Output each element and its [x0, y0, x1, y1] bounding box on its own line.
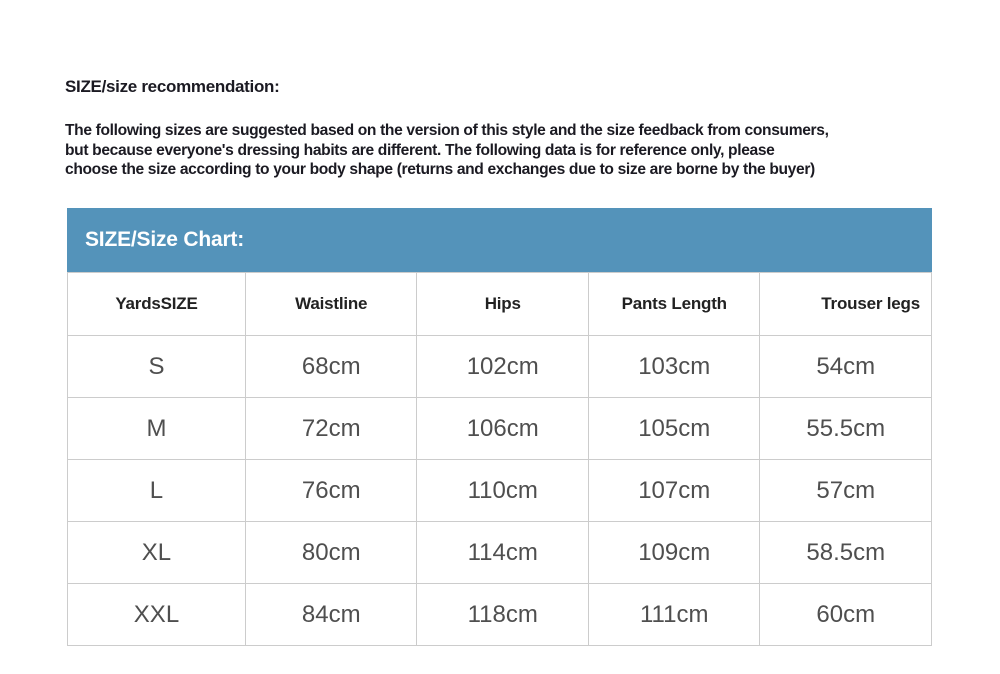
table-row-l: [68, 460, 932, 522]
trouser-legs-cell: 58.5cm: [760, 522, 932, 584]
size-chart-header-bar: [67, 208, 932, 272]
waistline-cell: 84cm: [245, 584, 417, 646]
hips-cell: 114cm: [417, 522, 589, 584]
table-row-xl: [68, 522, 932, 584]
column-header-trouser-legs: Trouser legs: [760, 273, 932, 336]
hips-cell: 106cm: [417, 398, 589, 460]
pants-length-cell: 109cm: [588, 522, 760, 584]
waistline-cell: 68cm: [245, 336, 417, 398]
hips-cell: 110cm: [417, 460, 589, 522]
recommendation-line-2: but because everyone's dressing habits are different. The following data is for reference only, please: [65, 141, 775, 159]
size-cell: M: [68, 398, 246, 460]
pants-length-cell: 103cm: [588, 336, 760, 398]
size-cell: L: [68, 460, 246, 522]
trouser-legs-cell: 54cm: [760, 336, 932, 398]
trouser-legs-cell: 55.5cm: [760, 398, 932, 460]
column-header-waistline: Waistline: [245, 273, 417, 336]
trouser-legs-cell: 60cm: [760, 584, 932, 646]
recommendation-line-1: The following sizes are suggested based on the version of this style and the size feedback from consumers,: [65, 122, 829, 139]
table-row-s: [68, 336, 932, 398]
table-row-xxl: [68, 584, 932, 646]
waistline-cell: 80cm: [245, 522, 417, 584]
size-chart-table: [67, 272, 932, 646]
waistline-cell: 72cm: [245, 398, 417, 460]
size-chart-section: [67, 208, 932, 646]
recommendation-text: [65, 121, 940, 180]
waistline-cell: 76cm: [245, 460, 417, 522]
trouser-legs-cell: 57cm: [760, 460, 932, 522]
column-header-pants-length: Pants Length: [588, 273, 760, 336]
pants-length-cell: 105cm: [588, 398, 760, 460]
hips-cell: 118cm: [417, 584, 589, 646]
table-header-row: [68, 273, 932, 336]
table-row-m: [68, 398, 932, 460]
recommendation-line-3: choose the size according to your body shape (returns and exchanges due to size are borne by the buyer): [65, 161, 815, 178]
recommendation-heading: SIZE/size recommendation:: [65, 77, 280, 96]
size-cell: XXL: [68, 584, 246, 646]
column-header-hips: Hips: [417, 273, 589, 336]
size-cell: S: [68, 336, 246, 398]
pants-length-cell: 107cm: [588, 460, 760, 522]
pants-length-cell: 111cm: [588, 584, 760, 646]
hips-cell: 102cm: [417, 336, 589, 398]
size-chart-title: SIZE/Size Chart:: [85, 228, 244, 251]
size-cell: XL: [68, 522, 246, 584]
column-header-size: YardsSIZE: [68, 273, 246, 336]
